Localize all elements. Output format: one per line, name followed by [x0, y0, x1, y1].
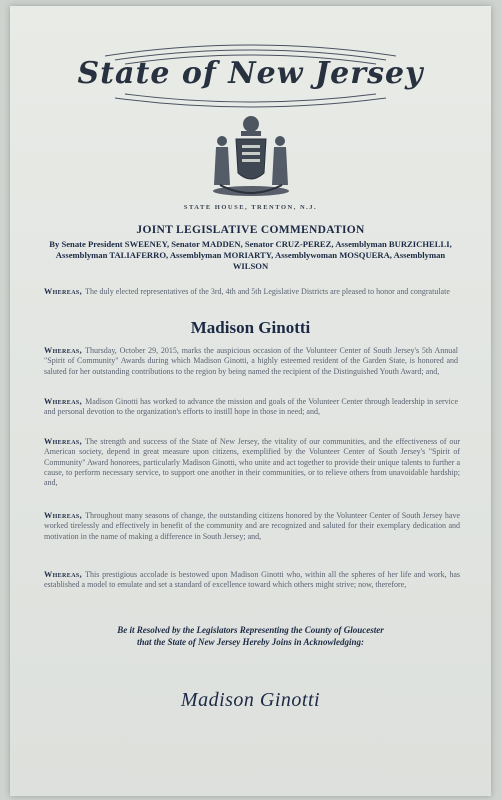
whereas-text: Thursday, October 29, 2015, marks the auspicious occasion of the Volunteer Center of South Jersey's 5th Annual "Spirit of Community" Awards during which Madison Ginotti, a highly esteemed resident of the Garden State, is honored and saluted for her outstanding contributions to the region by being named the recipient of the Distinguished Youth Award; and,: [44, 346, 458, 376]
whereas-text: Throughout many seasons of change, the outstanding citizens honored by the Volunteer Center of South Jersey have worked tirelessly and effectively in benefit of the community and are recognized and saluted for their exemplary dedication and motivation in the name of making a difference in South Jersey; and,: [44, 511, 460, 541]
whereas-text: The duly elected representatives of the 3rd, 4th and 5th Legislative Districts are pleased to honor and congratulate: [85, 287, 450, 296]
state-seal-icon: [206, 111, 296, 203]
whereas-label: Whereas,: [44, 437, 83, 446]
whereas-text: This prestigious accolade is bestowed upon Madison Ginotti who, within all the spheres of her life and work, has established a model to emulate and set a standard of excellence toward which others might strive; now, therefore,: [44, 570, 460, 590]
resolution-clause: [10, 624, 491, 648]
whereas-text: Madison Ginotti has worked to advance the mission and goals of the Volunteer Center through leadership in service and personal devotion to the organization's efforts to instill hope in those in need; and,: [44, 397, 458, 417]
resolution-line-1: Be it Resolved by the Legislators Representing the County of Gloucester: [117, 625, 384, 635]
resolution-line-2: that the State of New Jersey Hereby Joins in Acknowledging:: [137, 637, 364, 647]
whereas-label: Whereas,: [44, 346, 83, 355]
whereas-paragraph: [44, 287, 456, 297]
whereas-text: The strength and success of the State of New Jersey, the vitality of our communities, and the effectiveness of our American society, depend in great measure upon citizens, exemplified by the Volunteer Center of South Jersey's "Spirit of Community" Award honorees, particularly Madison Ginotti, who unite and act together to provide their unique talents to further a cause, to perform necessary service, to support one another in their communities, or to relieve others from unavoidable hardship; and,: [44, 437, 460, 488]
whereas-paragraph: [44, 437, 460, 488]
honoree-name: Madison Ginotti: [190, 318, 311, 337]
whereas-label: Whereas,: [44, 570, 83, 579]
whereas-paragraph: [44, 570, 460, 591]
whereas-paragraph: [44, 346, 458, 377]
commendation-document: [10, 6, 491, 796]
whereas-label: Whereas,: [44, 397, 83, 406]
whereas-label: Whereas,: [44, 287, 83, 296]
commendation-heading: JOINT LEGISLATIVE COMMENDATION: [136, 224, 365, 236]
whereas-paragraph: [44, 397, 458, 418]
whereas-paragraph: [44, 511, 460, 542]
sponsors-line: By Senate President SWEENEY, Senator MADDEN, Senator CRUZ-PEREZ, Assemblyman BURZICHELLI, Assemblyman TALIAFERRO, Assemblyman MORIARTY, Assemblywoman MOSQUERA, Assemblyman WILSON: [49, 239, 452, 271]
state-house-address: STATE HOUSE, TRENTON, N.J.: [183, 204, 318, 211]
acknowledged-name: Madison Ginotti: [180, 689, 321, 711]
whereas-label: Whereas,: [44, 511, 83, 520]
state-title: State of New Jersey: [77, 56, 424, 91]
